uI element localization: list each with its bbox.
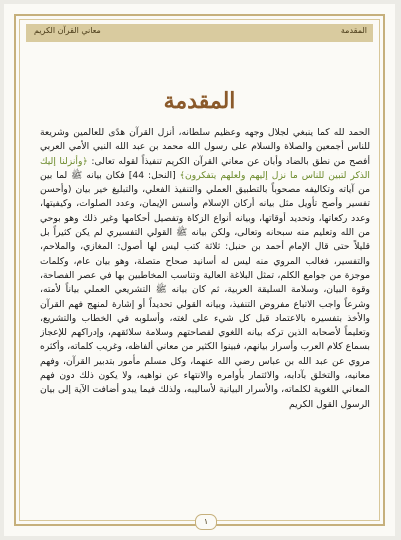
paragraph-intro: الحمد لله كما ينبغي لجلال وجهه وعظيم سلطانه، أنزل القرآن هدًى للعالمين وشريعة للناس أجمعين والصلاة والسلام على رسول الله محمد بن عبد الله النبي الأمي العربي أفصح من نطق بالضاد وأبان عن معاني القرآن الكريم تنفيذاً لقوله تعالى: bbox=[40, 127, 370, 167]
body-text bbox=[40, 126, 370, 466]
paragraph-main: [النحل: 44] فكان بيانه ﷺ لما بين من آياته وتكاليفه مصحوباً بالتطبيق العملي والتنفيذ الفعلي، والتبليغ خير بيان (وأحسن تفسير وأصح تأويل مثل بيانه أركان الإسلام وأسس الإيمان، وعدد الصلوات، وكيفيتها، وعدد ركعاتها، وتحديد أوقاتها، وبيانه أنواع الزكاة وتفصيل أحكامها وغير ذلك وهو بوحي من الله وتعليم منه سبحانه وتعالى، ولكن بيانه ﷺ القولي التفسيري لم يكن كثيراً بل قليلاً حتى قال الإمام أحمد بن حنبل: ثلاثة كتب ليس لها أصول: المغازي، والملاحم، والتفسير، فغالب المروي منه ليس له أسانيد صحاح متصلة، وهو بيان عام، وكلمات موجزة من جوامع الكلم، تمثل البلاغة العالية وتناسب المخاطبين بها في عصر الفصاحة، وقوة البيان، وسلامة السليقة العربية، ثم كان بيانه ﷺ التشريعي العملي بياناً لأمته، وشرعاً واجب الاتباع مفروض التنفيذ، وبيانه القولي تحديداً أو إشارة لمنهج فهم القرآن والأخذ بتفسيره بالاعتماد قبل كل شيء على لغته، وأسلوبه في الخطاب والتشريع، وتعليماً لأصحابه الذين تركه بيانه اللغوي لفصاحتهم وسلامة سلائقهم، وإدراكهم للإعجاز بسماع كلام العرب وأسرار بيانهم، فبينوا الكثير من معاني ألفاظه، وغريب كلماته، وأكثره مروي عن عبد الله بن عباس رضي الله عنهما، وكل مسلم مأمور بتدبير القرآن، وفهم معانيه، والتخلق بآدابه، والائتمار بأوامره والانتهاء عن نواهيه، ولا يكون ذلك دون فهم المعاني اللغوية لكلماته، والأسرار البيانية لأساليبه، ولذلك فيما يبدو أضافت الآية إلى بيان الرسول القول الكريم bbox=[40, 169, 370, 410]
page-title: المقدمة bbox=[163, 88, 236, 114]
header-section-label: المقدمة bbox=[340, 26, 367, 35]
page bbox=[4, 4, 395, 536]
page-number: ١ bbox=[195, 514, 217, 530]
header-book-title: معاني القرآن الكريم bbox=[34, 26, 101, 35]
running-header bbox=[26, 24, 373, 42]
quran-verse: ﴿وأنزلنا إليك الذكر لتبين للناس ما نزل إليهم ولعلهم يتفكرون﴾ bbox=[40, 155, 370, 181]
